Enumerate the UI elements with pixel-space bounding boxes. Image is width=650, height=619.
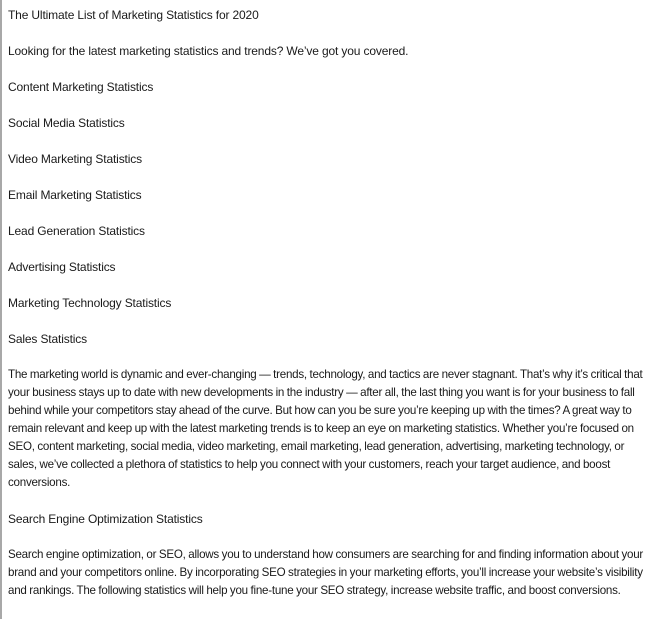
seo-section-heading: Search Engine Optimization Statistics [8, 512, 203, 526]
toc-item-lead-generation: Lead Generation Statistics [8, 224, 145, 238]
toc-item-marketing-technology: Marketing Technology Statistics [8, 296, 172, 310]
page-title: The Ultimate List of Marketing Statistics for 2020 [8, 8, 259, 22]
toc-item-sales: Sales Statistics [8, 332, 87, 346]
toc-item-social-media: Social Media Statistics [8, 116, 125, 130]
intro-text: Looking for the latest marketing statistics and trends? We’ve got you covered. [8, 44, 409, 58]
toc-item-content-marketing: Content Marketing Statistics [8, 80, 154, 94]
seo-paragraph: Search engine optimization, or SEO, allows you to understand how consumers are searching for and finding information about your brand and your competitors online. By incorporating SEO strategies in your marketing efforts, you’ll increase your website’s visibility and rankings. The following statistics will help you fine-tune your SEO strategy, increase website traffic, and boost conversions. [8, 548, 644, 597]
toc-item-advertising: Advertising Statistics [8, 260, 116, 274]
toc-item-video-marketing: Video Marketing Statistics [8, 152, 142, 166]
overview-paragraph: The marketing world is dynamic and ever-changing — trends, technology, and tactics are never stagnant. That’s why it’s critical that your business stays up to date with new developments in the industry — after all, the last thing you want is for your business to fall behind while your competitors stay ahead of the curve. But how can you be sure you’re keeping up with the times? A great way to remain relevant and keep up with the latest marketing trends is to keep an eye on marketing statistics. Whether you’re focused on SEO, content marketing, social media, video marketing, email marketing, lead generation, advertising, marketing technology, or sales, we’ve collected a plethora of statistics to help you connect with your customers, reach your target audience, and boost conversions. [8, 368, 643, 489]
toc-item-email-marketing: Email Marketing Statistics [8, 188, 142, 202]
